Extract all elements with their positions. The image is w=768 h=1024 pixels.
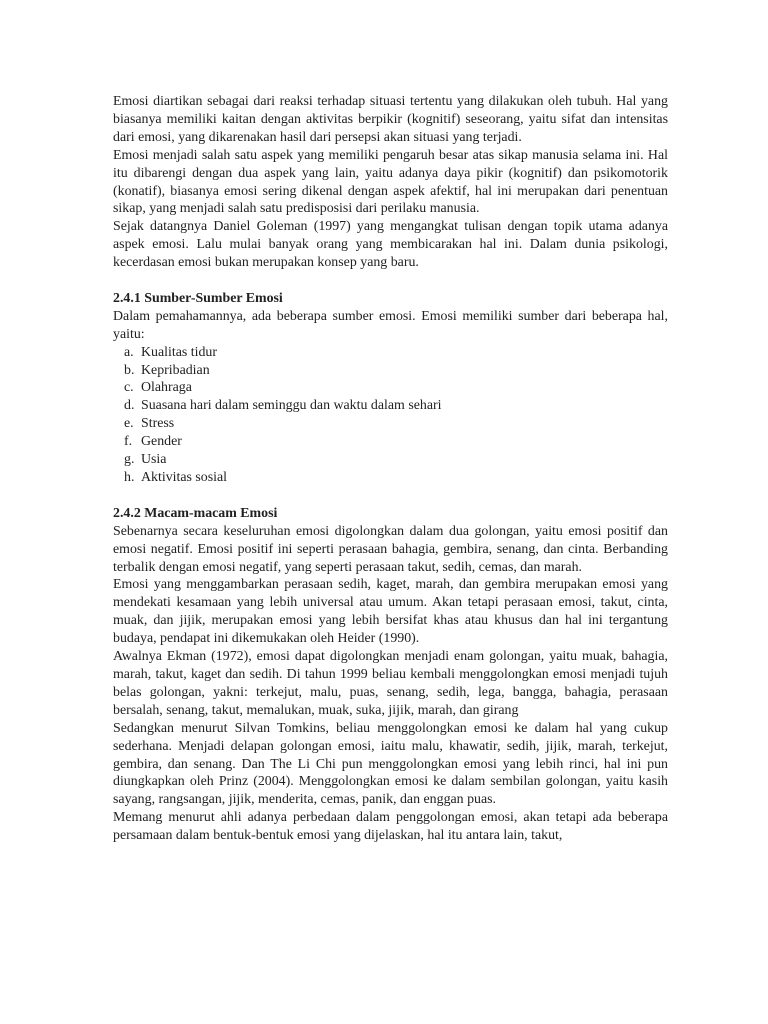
section-spacer — [113, 272, 668, 290]
section2-paragraph-5: Memang menurut ahli adanya perbedaan dalam penggolongan emosi, akan tetapi ada beberapa persamaan dalam bentuk-bentuk emosi yang dijelaskan, hal itu antara lain, takut, — [113, 810, 668, 844]
list-marker: f. — [124, 434, 133, 450]
section-heading-sumber-emosi: 2.4.1 Sumber-Sumber Emosi — [113, 290, 283, 306]
emotion-sources-list — [113, 344, 668, 487]
list-item — [113, 397, 668, 415]
list-item — [113, 469, 668, 487]
list-item-text: Kualitas tidur — [141, 344, 217, 360]
section2-paragraph-2: Emosi yang menggambarkan perasaan sedih, kaget, marah, dan gembira merupakan emosi yang mendekati kesamaan yang lebih universal atau umum. Akan tetapi perasaan emosi, takut, cinta, muak, dan jijik, merupakan emosi yang lebih bersifat khas atau khusus dan hal ini tergantung budaya, pendapat ini dikemukakan oleh Heider (1990). — [113, 577, 668, 647]
list-marker: h. — [124, 470, 135, 486]
list-item-text: Olahraga — [141, 380, 192, 396]
list-marker: c. — [124, 380, 134, 396]
section1-lead-paragraph: Dalam pemahamannya, ada beberapa sumber emosi. Emosi memiliki sumber dari beberapa hal, yaitu: — [113, 308, 668, 342]
list-marker: a. — [124, 344, 134, 360]
section2-paragraph-4: Sedangkan menurut Silvan Tomkins, beliau menggolongkan emosi ke dalam hal yang cukup sederhana. Menjadi delapan golongan emosi, iaitu malu, khawatir, sedih, jijik, marah, terkejut, gembira, dan senang. Dan The Li Chi pun menggolongkan emosi yang lebih rinci, hal ini pun diungkapkan oleh Prinz (2004). Menggolongkan emosi ke dalam sembilan golongan, yaitu kasih sayang, rangsangan, jijik, menderita, cemas, panik, dan enggan puas. — [113, 720, 668, 808]
document-page — [113, 93, 668, 845]
list-marker: g. — [124, 452, 135, 468]
section2-paragraph-3: Awalnya Ekman (1972), emosi dapat digolongkan menjadi enam golongan, yaitu muak, bahagia, marah, takut, kaget dan sedih. Di tahun 1999 beliau kembali menggolongkan emosi menjadi tujuh belas golongan, yakni: terkejut, malu, puas, senang, sedih, lega, bangga, bahagia, perasaan bersalah, senang, takut, memalukan, muak, suka, jijik, marah, dan girang — [113, 649, 668, 718]
list-item — [113, 415, 668, 433]
list-item — [113, 451, 668, 469]
section-heading-macam-emosi: 2.4.2 Macam-macam Emosi — [113, 505, 278, 521]
list-item-text: Usia — [141, 452, 167, 468]
section-spacer — [113, 487, 668, 505]
list-item-text: Suasana hari dalam seminggu dan waktu dalam sehari — [141, 398, 442, 414]
list-item — [113, 344, 668, 362]
list-item — [113, 362, 668, 380]
list-item-text: Gender — [141, 434, 182, 450]
list-item — [113, 379, 668, 397]
section2-paragraph-1: Sebenarnya secara keseluruhan emosi digolongkan dalam dua golongan, yaitu emosi positif dan emosi negatif. Emosi positif ini seperti perasaan bahagia, gembira, senang, dan cinta. Berbanding terbalik dengan emosi negatif, yang seperti perasaan takut, sedih, cemas, dan marah. — [113, 523, 668, 575]
list-marker: e. — [124, 416, 134, 432]
intro-paragraph-2: Emosi menjadi salah satu aspek yang memiliki pengaruh besar atas sikap manusia selama ini. Hal itu dibarengi dengan dua aspek yang lain, yaitu adanya daya pikir (kognitif) dan psikomotorik (konatif), biasanya emosi sering dikenal dengan aspek afektif, hal ini merupakan dari penentuan sikap, yang menjadi salah satu predisposisi dari perilaku manusia. — [113, 147, 668, 217]
list-item-text: Aktivitas sosial — [141, 470, 228, 486]
list-marker: b. — [124, 362, 135, 378]
intro-paragraph-1: Emosi diartikan sebagai dari reaksi terhadap situasi tertentu yang dilakukan oleh tubuh. Hal yang biasanya memiliki kaitan dengan aktivitas berpikir (kognitif) seseorang, yaitu sifat dan intensitas dari emosi, yang dikarenakan hasil dari persepsi akan situasi yang terjadi. — [113, 94, 668, 145]
list-marker: d. — [124, 398, 135, 414]
intro-paragraph-3: Sejak datangnya Daniel Goleman (1997) yang mengangkat tulisan dengan topik utama adanya aspek emosi. Lalu mulai banyak orang yang membicarakan hal ini. Dalam dunia psikologi, kecerdasan emosi bukan merupakan konsep yang baru. — [113, 219, 668, 271]
list-item-text: Kepribadian — [141, 362, 210, 378]
list-item — [113, 433, 668, 451]
list-item-text: Stress — [141, 416, 175, 432]
